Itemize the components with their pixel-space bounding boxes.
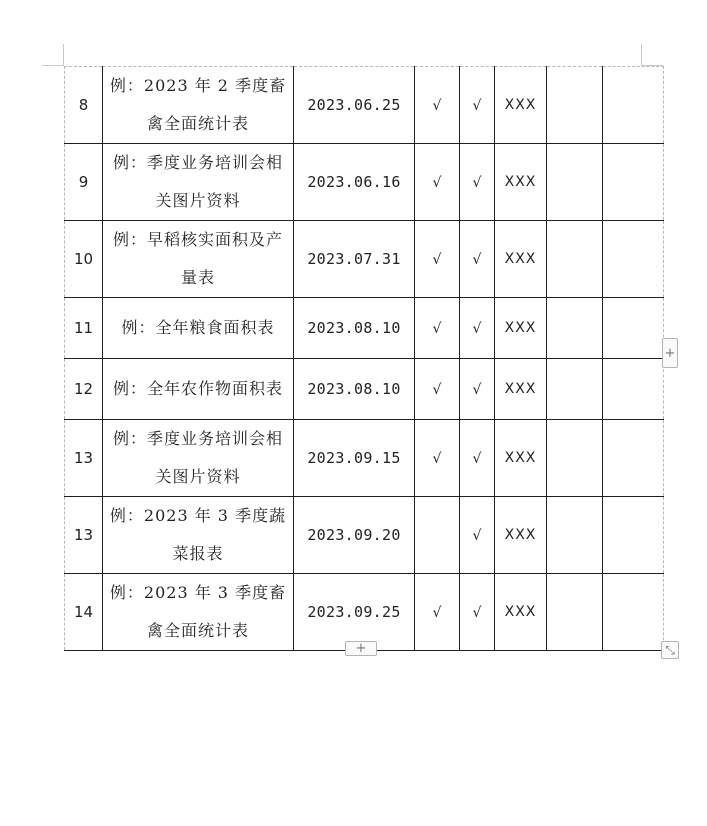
table-row [65, 497, 664, 574]
date-cell[interactable] [294, 67, 415, 144]
person-cell[interactable] [495, 67, 547, 144]
record-table [64, 66, 664, 651]
date-cell[interactable] [294, 420, 415, 497]
date-text: 2023.07.31 [307, 249, 401, 268]
add-row-button[interactable] [345, 641, 377, 656]
crop-mark [63, 44, 64, 66]
row-number-cell[interactable] [65, 574, 103, 651]
person-cell[interactable] [495, 359, 547, 420]
item-name-text: 例：2023 年 3 季度蔬菜报表 [109, 506, 287, 563]
person-cell[interactable] [495, 420, 547, 497]
check-cell-2[interactable] [460, 221, 495, 298]
checkmark-text: √ [432, 320, 442, 337]
item-name-cell[interactable] [103, 298, 294, 359]
item-name-text: 例：2023 年 3 季度畜禽全面统计表 [109, 583, 287, 640]
checkmark-text: √ [432, 251, 442, 268]
checkmark-text: √ [432, 604, 442, 621]
blank-cell-2[interactable] [603, 497, 664, 574]
table-row [65, 144, 664, 221]
date-text: 2023.08.10 [307, 379, 401, 398]
row-number-cell[interactable] [65, 67, 103, 144]
person-text: XXX [504, 250, 537, 267]
crop-mark [641, 44, 642, 66]
check-cell-2[interactable] [460, 67, 495, 144]
checkmark-text: √ [472, 527, 482, 544]
check-cell-1[interactable] [415, 359, 460, 420]
blank-cell-1[interactable] [547, 359, 603, 420]
date-text: 2023.08.10 [307, 318, 401, 337]
checkmark-text: √ [472, 604, 482, 621]
row-number-text: 10 [73, 249, 94, 268]
row-number-cell[interactable] [65, 144, 103, 221]
person-text: XXX [504, 526, 537, 543]
row-number-text: 13 [73, 525, 94, 544]
record-table-body [65, 67, 664, 651]
row-number-cell[interactable] [65, 420, 103, 497]
table-row [65, 298, 664, 359]
add-column-button[interactable] [662, 338, 678, 368]
table-row [65, 574, 664, 651]
check-cell-1[interactable] [415, 67, 460, 144]
date-text: 2023.06.16 [307, 172, 401, 191]
checkmark-text: √ [472, 174, 482, 191]
row-number-text: 9 [78, 172, 89, 191]
date-cell[interactable] [294, 574, 415, 651]
blank-cell-2[interactable] [603, 144, 664, 221]
row-number-text: 8 [78, 95, 89, 114]
item-name-text: 例：2023 年 2 季度畜禽全面统计表 [109, 76, 287, 133]
item-name-cell[interactable] [103, 144, 294, 221]
plus-icon: + [664, 345, 676, 361]
blank-cell-2[interactable] [603, 67, 664, 144]
date-cell[interactable] [294, 221, 415, 298]
item-name-cell[interactable] [103, 497, 294, 574]
person-text: XXX [504, 449, 537, 466]
person-text: XXX [504, 96, 537, 113]
blank-cell-1[interactable] [547, 420, 603, 497]
checkmark-text: √ [432, 381, 442, 398]
table-row [65, 420, 664, 497]
person-cell[interactable] [495, 497, 547, 574]
blank-cell-2[interactable] [603, 298, 664, 359]
checkmark-text: √ [472, 251, 482, 268]
row-number-text: 14 [73, 602, 94, 621]
blank-cell-1[interactable] [547, 144, 603, 221]
item-name-text: 例：全年粮食面积表 [121, 318, 275, 337]
blank-cell-2[interactable] [603, 574, 664, 651]
item-name-cell[interactable] [103, 574, 294, 651]
checkmark-text: √ [472, 381, 482, 398]
item-name-text: 例：季度业务培训会相关图片资料 [112, 429, 283, 486]
check-cell-1[interactable] [415, 298, 460, 359]
blank-cell-1[interactable] [547, 221, 603, 298]
check-cell-2[interactable] [460, 359, 495, 420]
row-number-text: 13 [73, 448, 94, 467]
date-text: 2023.09.25 [307, 602, 401, 621]
blank-cell-1[interactable] [547, 574, 603, 651]
item-name-cell[interactable] [103, 420, 294, 497]
blank-cell-1[interactable] [547, 67, 603, 144]
blank-cell-2[interactable] [603, 359, 664, 420]
check-cell-2[interactable] [460, 144, 495, 221]
row-number-cell[interactable] [65, 221, 103, 298]
item-name-cell[interactable] [103, 67, 294, 144]
checkmark-text: √ [432, 450, 442, 467]
blank-cell-2[interactable] [603, 221, 664, 298]
person-text: XXX [504, 173, 537, 190]
blank-cell-1[interactable] [547, 497, 603, 574]
check-cell-1[interactable] [415, 420, 460, 497]
checkmark-text: √ [472, 450, 482, 467]
resize-table-handle[interactable] [661, 641, 679, 659]
checkmark-text: √ [472, 320, 482, 337]
table-row [65, 67, 664, 144]
table-row [65, 359, 664, 420]
date-cell[interactable] [294, 497, 415, 574]
check-cell-1[interactable] [415, 144, 460, 221]
table-row [65, 221, 664, 298]
date-text: 2023.09.15 [307, 448, 401, 467]
person-text: XXX [504, 603, 537, 620]
date-cell[interactable] [294, 359, 415, 420]
blank-cell-2[interactable] [603, 420, 664, 497]
row-number-cell[interactable] [65, 497, 103, 574]
date-cell[interactable] [294, 298, 415, 359]
check-cell-2[interactable] [460, 497, 495, 574]
crop-mark [42, 65, 64, 66]
row-number-cell[interactable] [65, 298, 103, 359]
check-cell-2[interactable] [460, 574, 495, 651]
item-name-cell[interactable] [103, 359, 294, 420]
checkmark-text: √ [432, 174, 442, 191]
check-cell-1[interactable] [415, 574, 460, 651]
blank-cell-1[interactable] [547, 298, 603, 359]
person-cell[interactable] [495, 144, 547, 221]
resize-icon: ⤡ [665, 643, 675, 657]
checkmark-text: √ [432, 97, 442, 114]
item-name-cell[interactable] [103, 221, 294, 298]
item-name-text: 例：全年农作物面积表 [112, 379, 283, 398]
date-text: 2023.06.25 [307, 95, 401, 114]
item-name-text: 例：季度业务培训会相关图片资料 [112, 153, 283, 210]
date-text: 2023.09.20 [307, 525, 401, 544]
row-number-cell[interactable] [65, 359, 103, 420]
person-text: XXX [504, 380, 537, 397]
person-cell[interactable] [495, 221, 547, 298]
row-number-text: 12 [73, 379, 94, 398]
checkmark-text: √ [472, 97, 482, 114]
item-name-text: 例：早稻核实面积及产量表 [112, 230, 283, 287]
person-cell[interactable] [495, 574, 547, 651]
check-cell-2[interactable] [460, 298, 495, 359]
check-cell-2[interactable] [460, 420, 495, 497]
check-cell-1[interactable] [415, 221, 460, 298]
row-number-text: 11 [73, 318, 94, 337]
date-cell[interactable] [294, 144, 415, 221]
check-cell-1[interactable] [415, 497, 460, 574]
plus-icon: + [355, 641, 367, 656]
person-text: XXX [504, 319, 537, 336]
person-cell[interactable] [495, 298, 547, 359]
